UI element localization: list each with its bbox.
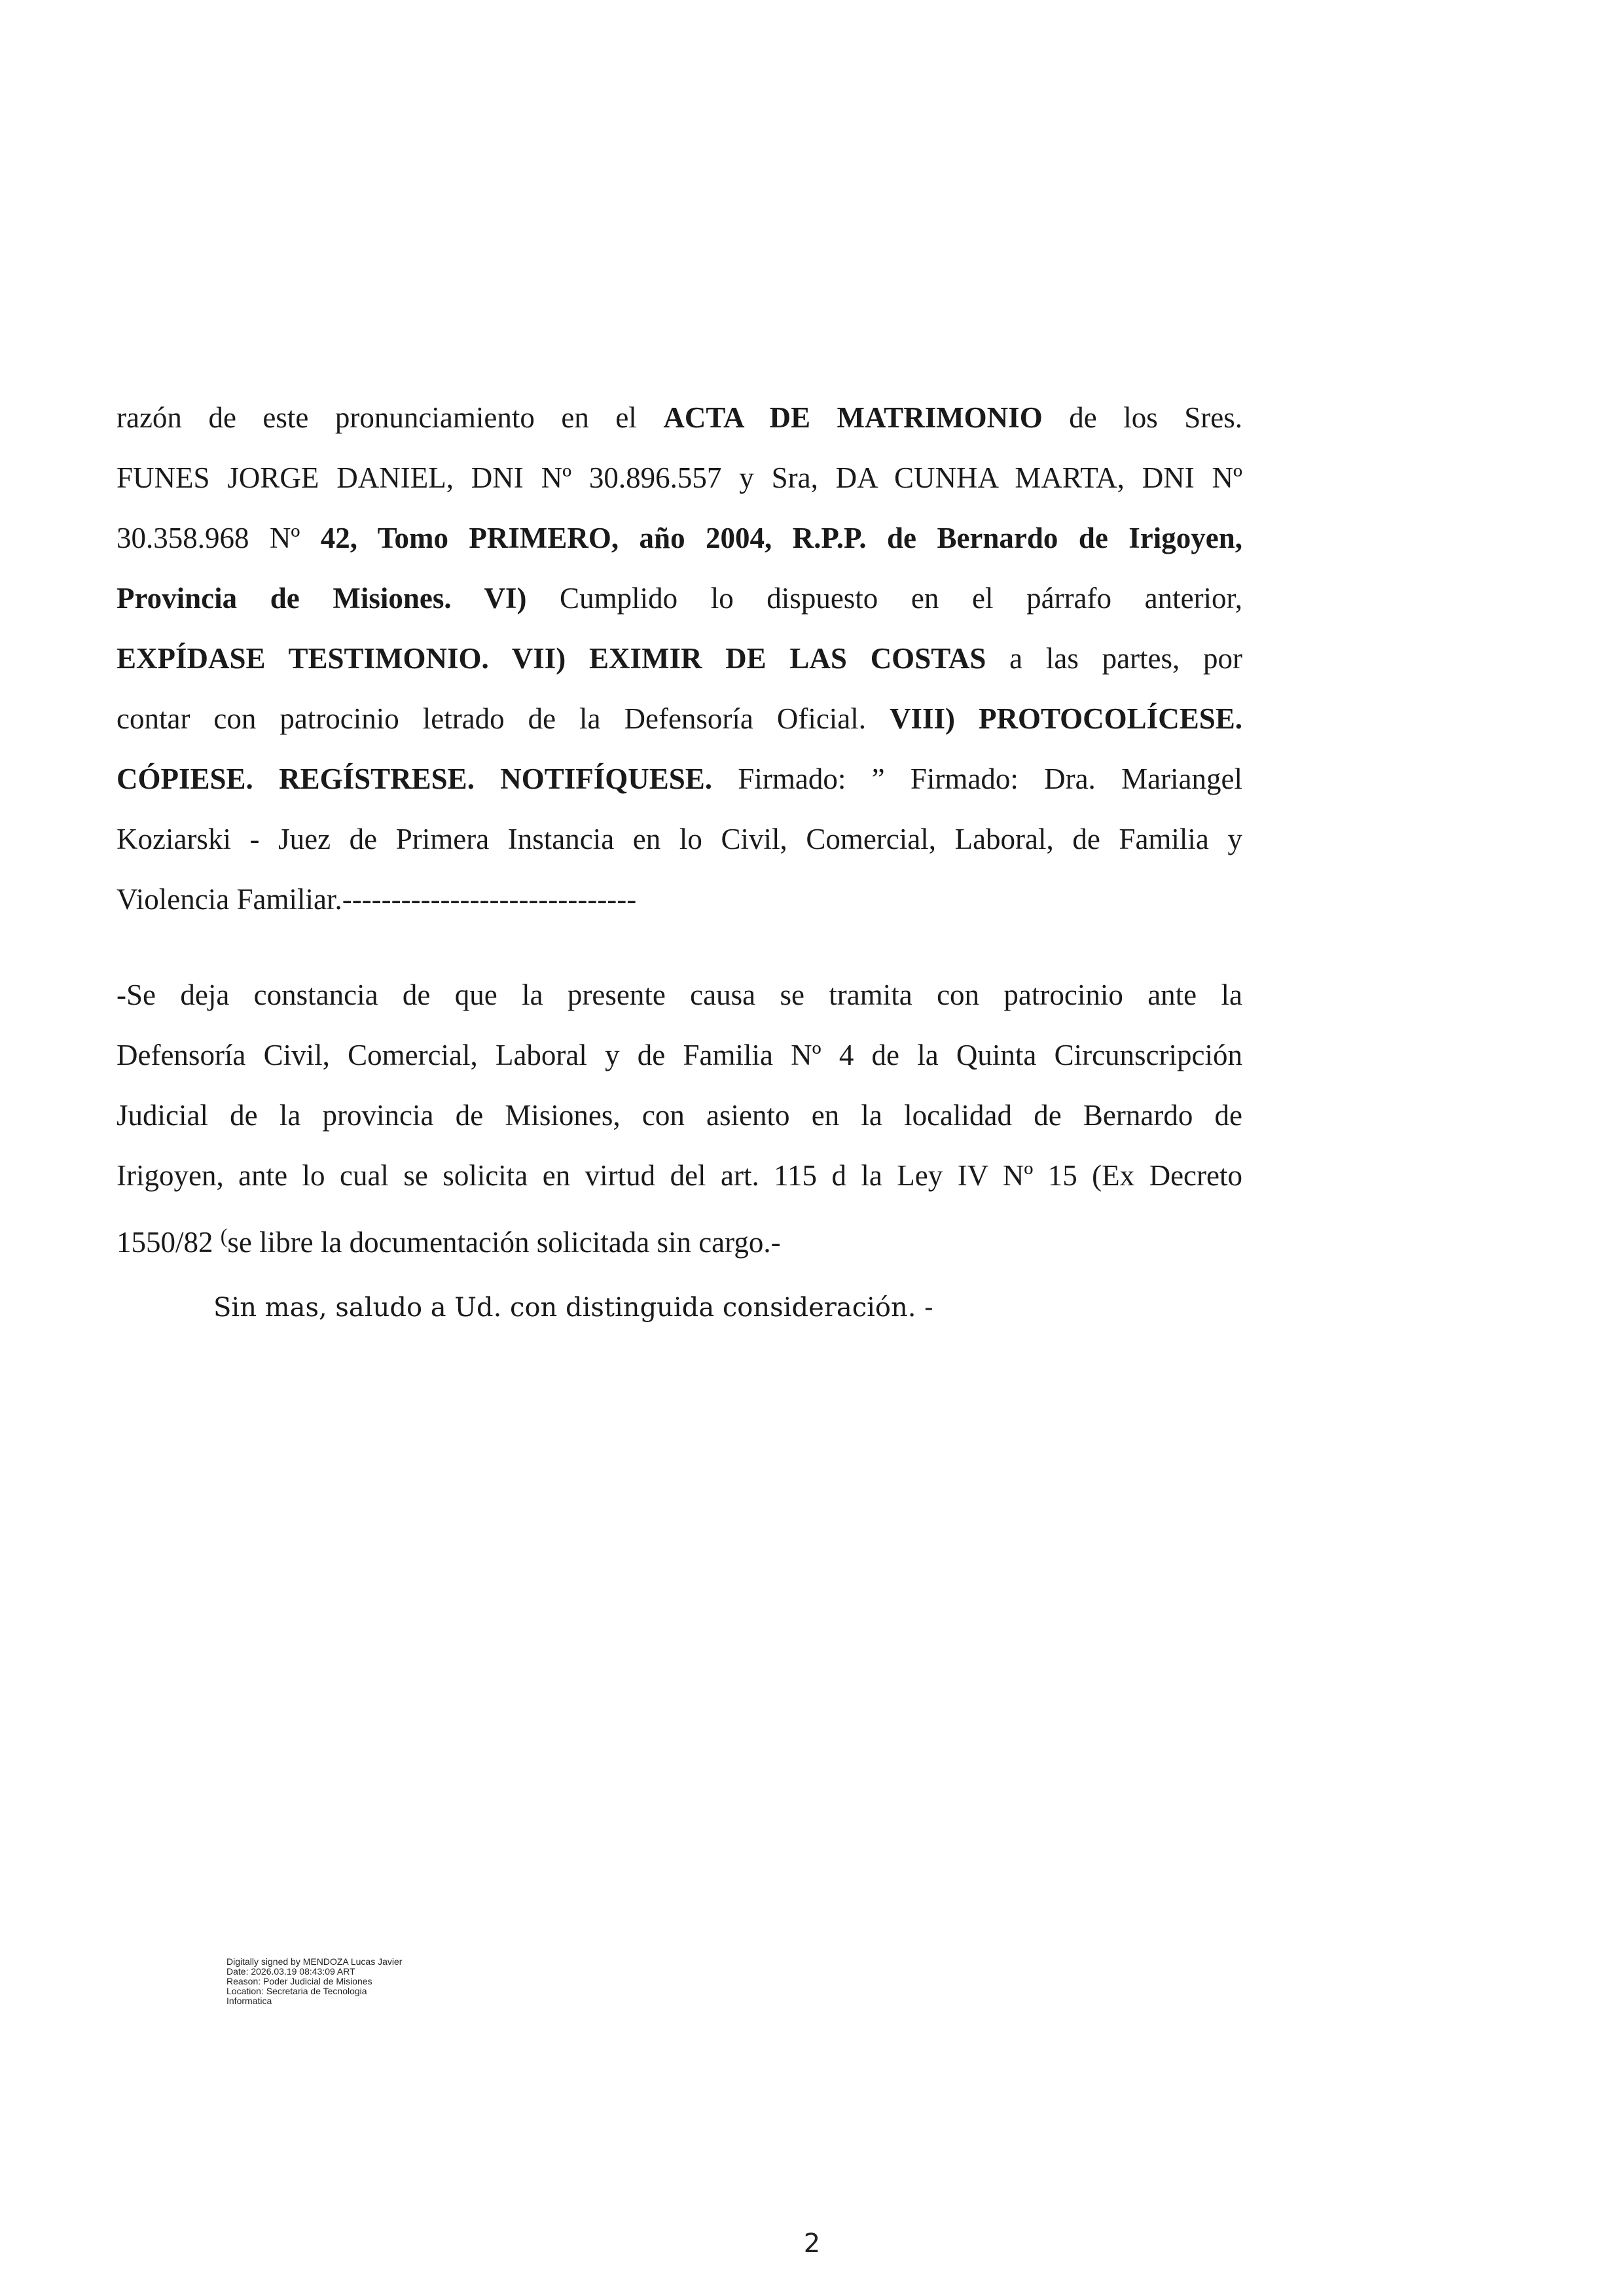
signature-line: Date: 2026.03.19 08:43:09 ART [226,1966,355,1977]
text-line: Defensoría Civil, Comercial, Laboral y de Familia Nº 4 de la Quinta Circunscripción [117,1039,1242,1071]
closing-salutation: Sin mas, saludo a Ud. con distinguida consideración. - [213,1293,933,1323]
text-line: 1550/82 (se libre la documentación solicitada sin cargo.- [117,1224,781,1259]
notice-paragraph [117,965,1242,1266]
text-line: Provincia de Misiones. VI) Cumplido lo dispuesto en el párrafo anterior, [117,582,1242,615]
text-line: Koziarski - Juez de Primera Instancia en lo Civil, Comercial, Laboral, de Familia y [117,823,1242,855]
text-line: FUNES JORGE DANIEL, DNI Nº 30.896.557 y Sra, DA CUNHA MARTA, DNI Nº [117,461,1242,494]
text-line: 30.358.968 Nº 42, Tomo PRIMERO, año 2004, R.P.P. de Bernardo de Irigoyen, [117,522,1242,554]
signature-line: Location: Secretaria de Tecnologia [226,1986,367,1996]
page-number: 2 [803,2229,821,2259]
signature-line: Reason: Poder Judicial de Misiones [226,1976,372,1986]
text-line: Irigoyen, ante lo cual se solicita en virtud del art. 115 d la Ley IV Nº 15 (Ex Decreto [117,1159,1242,1192]
text-line: contar con patrocinio letrado de la Defensoría Oficial. VIII) PROTOCOLÍCESE. [117,702,1243,735]
text-line: razón de este pronunciamiento en el ACTA DE MATRIMONIO de los Sres. [117,401,1242,434]
text-line: Violencia Familiar.------------------------------ [117,883,637,916]
open-paren: ( [220,1224,228,1247]
text-line: EXPÍDASE TESTIMONIO. VII) EXIMIR DE LAS COSTAS a las partes, por [117,642,1242,675]
digital-signature-stamp [226,1957,402,2006]
text-line: Judicial de la provincia de Misiones, con asiento en la localidad de Bernardo de [117,1099,1242,1132]
signature-line: Informatica [226,1996,272,2006]
text-line: -Se deja constancia de que la presente causa se tramita con patrocinio ante la [117,978,1242,1011]
signature-line: Digitally signed by MENDOZA Lucas Javier [226,1956,403,1967]
text-line: CÓPIESE. REGÍSTRESE. NOTIFÍQUESE. Firmado: ” Firmado: Dra. Mariangel [117,762,1242,795]
resolution-paragraph [117,387,1242,929]
